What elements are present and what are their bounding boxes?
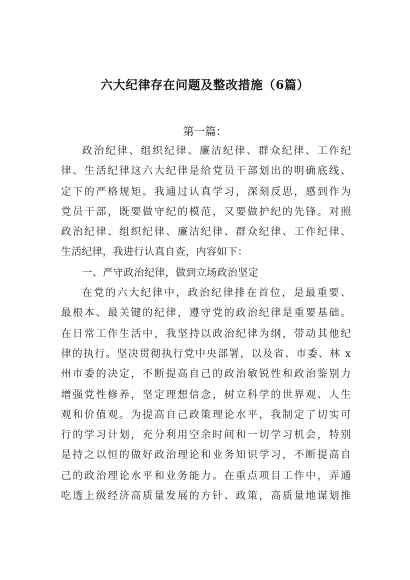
body-line: 己的政治理论水平和业务能力。在重点项目工作中，弄通 xyxy=(61,470,351,482)
body-line: 吃透上级经济高质量发展的方针、政策，高质量地谋划推 xyxy=(61,491,351,503)
document-body xyxy=(61,142,351,507)
body-line: 是持之以恒的做好政治理论和业务知识学习，不断提高自 xyxy=(61,450,351,462)
body-line: 行的学习计划，充分利用空余时间和一切学习机会，特别 xyxy=(61,430,351,442)
document-title: 六大纪律存在问题及整改措施（6篇） xyxy=(100,78,310,92)
body-line: 政治纪律、组织纪律、廉洁纪律、群众纪律、工作纪律、 xyxy=(61,227,351,239)
body-line: 定下的严格规矩。我通过认真学习，深刻反思，感到作为 xyxy=(61,186,351,198)
body-line: 律、生活纪律这六大纪律是给党员干部划出的明确底线、 xyxy=(61,166,351,178)
body-line: 在党的六大纪律中，政治纪律排在首位，是最重要、 xyxy=(82,288,351,300)
body-line: 政治纪律、组织纪律、廉洁纪律、群众纪律、工作纪 xyxy=(82,146,351,157)
body-line: 增强党性修养，坚定理想信念，树立科学的世界观、人生 xyxy=(61,389,351,401)
body-line: 生活纪律，我进行认真自查，内容如下： xyxy=(61,247,248,259)
body-line: 在日常工作生活中，我坚持以政治纪律为纲，带动其他纪 xyxy=(61,328,351,340)
body-line: 观和价值观。为提高自己政策理论水平，我制定了切实可 xyxy=(61,409,351,421)
body-line: 党员干部，既要做守纪的模范，又要做护纪的先锋。对照 xyxy=(61,206,351,218)
section-heading: 第一篇： xyxy=(183,125,227,138)
body-line: 一、严守政治纪律，做到立场政治坚定 xyxy=(82,267,259,279)
body-line: 最根本、最关键的纪律，遵守党的政治纪律是重要基础。 xyxy=(61,308,351,320)
body-line: 州市委的决定，不断提高自己的政治敏锐性和政治鉴别力 xyxy=(61,369,351,381)
body-line: 律的执行。坚决贯彻执行党中央部署，以及省、市委、林 x xyxy=(61,348,351,360)
